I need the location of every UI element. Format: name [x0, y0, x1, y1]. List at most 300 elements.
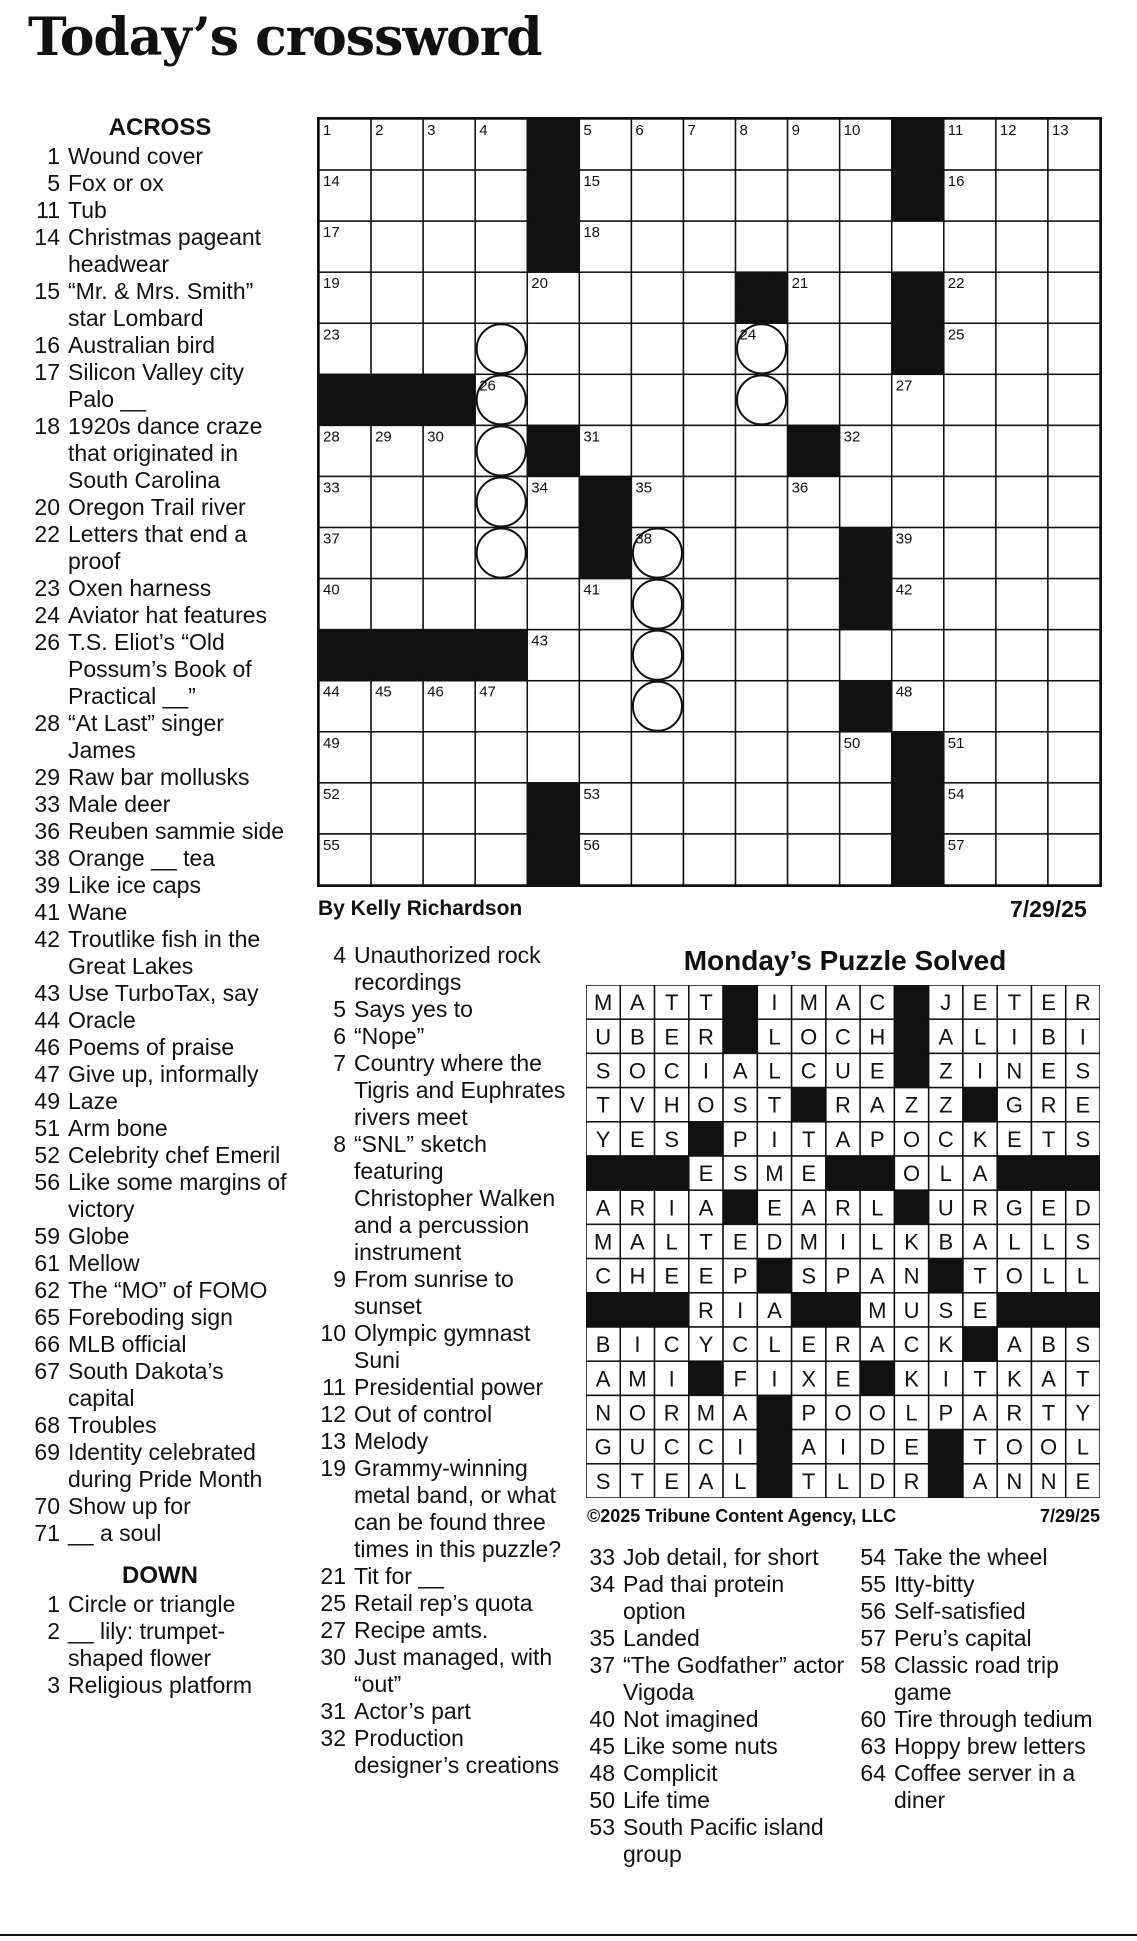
down-clue-list-1 [30, 1591, 290, 1699]
solved-letter: N [903, 1263, 920, 1289]
solved-letter: L [973, 1024, 987, 1050]
grid-cell [683, 425, 735, 476]
clue-item [30, 359, 290, 413]
grid-cell [788, 834, 840, 885]
cell-number: 16 [947, 173, 965, 191]
solved-black-square [757, 1430, 791, 1464]
grid-cell [371, 528, 423, 579]
solved-letter: M [799, 990, 818, 1016]
grid-cell [631, 425, 683, 476]
solved-letter: O [628, 1400, 646, 1426]
cell-number: 33 [323, 479, 340, 497]
clue-item [30, 224, 290, 278]
clue-number: 40 [589, 1706, 615, 1732]
black-square [527, 834, 579, 885]
clue-number: 68 [34, 1412, 60, 1438]
grid-cell [788, 783, 840, 834]
black-square [579, 476, 631, 527]
cell-number: 52 [323, 785, 340, 803]
solved-letter: O [697, 1092, 715, 1118]
cell-number: 47 [479, 683, 496, 701]
solved-letter: A [732, 1058, 748, 1084]
cell-number: 3 [427, 122, 436, 139]
solved-letter: E [664, 1263, 680, 1289]
solved-letter: H [629, 1263, 646, 1289]
solved-letter: I [634, 1332, 641, 1358]
solved-black-square [826, 1293, 860, 1327]
grid-cell [423, 528, 475, 579]
solved-letter: L [871, 1229, 884, 1255]
clue-text: Give up, informally [68, 1061, 259, 1087]
cell-number: 45 [375, 683, 392, 701]
grid-cell [996, 170, 1048, 221]
solved-letter: C [800, 1058, 817, 1084]
solved-letter: P [938, 1400, 954, 1426]
clue-item [316, 1131, 566, 1266]
solved-letter: E [801, 1161, 817, 1187]
solved-black-square [586, 1293, 620, 1327]
clue-item [316, 1455, 566, 1563]
clue-text: Globe [68, 1223, 130, 1249]
clue-number: 34 [589, 1571, 615, 1597]
clue-number: 47 [34, 1061, 60, 1087]
solved-letter: S [732, 1092, 748, 1118]
solved-letter: E [1041, 1195, 1056, 1221]
solved-letter: S [1075, 1058, 1091, 1084]
clue-item [316, 1266, 566, 1320]
solved-letter: P [732, 1126, 748, 1152]
clue-item [585, 1733, 850, 1760]
grid-cell [788, 732, 840, 783]
solved-letter: P [801, 1400, 817, 1426]
grid-cell [1048, 681, 1100, 732]
clue-item [30, 710, 290, 764]
clue-text: Unauthorized rock recordings [354, 942, 541, 995]
solved-black-square [860, 1361, 894, 1395]
solved-black-square [963, 1088, 997, 1122]
clue-item [30, 278, 290, 332]
solved-letter: O [1040, 1434, 1058, 1460]
grid-cell [996, 374, 1048, 425]
grid-cell [631, 323, 683, 374]
solved-grid [586, 985, 1100, 1498]
solved-letter: K [972, 1126, 988, 1152]
clue-item [316, 1374, 566, 1401]
solved-letter: U [629, 1434, 646, 1460]
clue-text: Melody [354, 1428, 429, 1454]
clue-number: 1 [47, 1591, 60, 1617]
cell-number: 30 [427, 428, 444, 446]
black-square [892, 834, 944, 885]
solved-letter: A [595, 1366, 611, 1392]
clue-text: Tire through tedium [894, 1706, 1093, 1732]
solved-letter: R [1006, 1400, 1023, 1426]
grid-cell [527, 732, 579, 783]
clue-number: 67 [34, 1358, 60, 1384]
clue-item [585, 1571, 850, 1625]
clue-number: 9 [333, 1266, 346, 1292]
solved-letter: U [903, 1297, 920, 1323]
solved-letter: R [663, 1400, 680, 1426]
solved-letter: E [869, 1058, 885, 1084]
solved-black-square [1031, 1156, 1065, 1190]
solved-black-square [586, 1156, 620, 1190]
grid-cell [788, 681, 840, 732]
clue-number: 49 [34, 1088, 60, 1114]
grid-cell [1048, 374, 1100, 425]
solved-letter: A [938, 1024, 954, 1050]
clue-text: Silicon Valley city Palo __ [68, 359, 244, 412]
clue-text: Hoppy brew letters [894, 1733, 1086, 1759]
clue-item [585, 1814, 850, 1868]
solved-letter: I [771, 1366, 778, 1392]
solved-letter: D [869, 1468, 886, 1494]
grid-cell [840, 221, 892, 272]
solved-letter: A [801, 1434, 817, 1460]
solved-letter: E [767, 1195, 782, 1221]
solved-letter: M [628, 1366, 647, 1392]
solved-black-square [723, 1190, 757, 1224]
grid-cell [944, 221, 996, 272]
grid-cell [423, 272, 475, 323]
solved-letter: M [799, 1229, 818, 1255]
solved-date: 7/29/25 [1040, 1506, 1101, 1526]
cell-number: 23 [323, 326, 340, 344]
clue-text: Complicit [623, 1760, 718, 1786]
black-square [892, 119, 944, 170]
cell-number: 34 [531, 479, 548, 497]
clue-item [30, 845, 290, 872]
solved-letter: A [869, 1332, 885, 1358]
clue-item [30, 1277, 290, 1304]
solved-letter: X [801, 1366, 817, 1392]
clue-text: Circle or triangle [68, 1591, 236, 1617]
clue-number: 37 [589, 1652, 615, 1678]
clue-number: 18 [34, 413, 60, 439]
solved-letter: O [834, 1400, 852, 1426]
grid-cell [944, 476, 996, 527]
solved-letter: L [905, 1400, 918, 1426]
clue-item [856, 1652, 1106, 1706]
clue-item [30, 1591, 290, 1618]
cell-number: 50 [843, 734, 861, 752]
solved-black-square [757, 1395, 791, 1429]
cell-number: 18 [583, 224, 601, 242]
grid-cell [736, 476, 788, 527]
solved-black-square [929, 1464, 963, 1498]
clue-text: Religious platform [68, 1672, 253, 1698]
grid-cell [1048, 272, 1100, 323]
cell-number: 21 [791, 275, 809, 293]
solved-letter: E [698, 1161, 714, 1187]
solved-black-square [620, 1156, 654, 1190]
solved-letter: L [1042, 1263, 1055, 1289]
clue-item [856, 1760, 1106, 1814]
solved-letter: K [1006, 1366, 1022, 1392]
grid-cell [371, 834, 423, 885]
clue-text: The “MO” of FOMO [68, 1277, 268, 1303]
grid-cell [527, 374, 579, 425]
clue-item [30, 818, 290, 845]
clue-number: 17 [34, 359, 60, 385]
solved-letter: A [1041, 1366, 1056, 1392]
down-clues-4 [856, 1544, 1106, 1814]
clue-number: 65 [34, 1304, 60, 1330]
clue-number: 21 [320, 1563, 346, 1589]
clue-text: Just managed, with “out” [354, 1644, 553, 1697]
clue-item [30, 1034, 290, 1061]
solved-letter: L [871, 1195, 884, 1221]
grid-cell [736, 681, 788, 732]
clue-item [316, 1428, 566, 1455]
clue-text: Actor’s part [354, 1698, 471, 1724]
grid-cell [840, 170, 892, 221]
clue-item [30, 629, 290, 710]
cell-number: 31 [583, 428, 601, 446]
cell-number: 44 [323, 683, 340, 701]
clue-number: 38 [34, 845, 60, 871]
black-square [840, 528, 892, 579]
solved-letter: V [630, 1092, 645, 1118]
solved-black-square [689, 1361, 723, 1395]
grid-cell [944, 528, 996, 579]
across-header: ACROSS [108, 114, 212, 141]
solved-letter: G [594, 1434, 612, 1460]
solved-letter: A [972, 1400, 988, 1426]
solved-letter: C [869, 990, 886, 1016]
solved-black-square [929, 1259, 963, 1293]
clue-text: Wound cover [68, 143, 204, 169]
solved-black-square [792, 1088, 826, 1122]
cell-number: 57 [947, 836, 965, 854]
grid-cell [371, 170, 423, 221]
clue-number: 26 [34, 629, 60, 655]
clue-item [30, 872, 290, 899]
clue-item [316, 942, 566, 996]
clue-item [316, 1401, 566, 1428]
clue-item [316, 996, 566, 1023]
solved-letter: T [1041, 1126, 1056, 1152]
clue-number: 1 [47, 143, 60, 169]
grid-cell [788, 221, 840, 272]
solved-letter: M [696, 1400, 716, 1426]
clue-number: 35 [589, 1625, 615, 1651]
cell-number: 20 [531, 275, 548, 293]
black-square [371, 374, 423, 425]
grid-cell [683, 579, 735, 630]
solved-letter: A [698, 1195, 714, 1221]
clue-number: 66 [34, 1331, 60, 1357]
solved-black-square [894, 1190, 928, 1224]
clue-number: 69 [34, 1439, 60, 1465]
clue-number: 45 [589, 1733, 615, 1759]
down-clues-2 [316, 942, 566, 1779]
clue-text: Troutlike fish in the Great Lakes [68, 926, 261, 979]
solved-letter: O [800, 1024, 818, 1050]
solved-letter: E [630, 1126, 645, 1152]
cell-number: 29 [375, 428, 392, 446]
clue-text: Male deer [68, 791, 171, 817]
grid-cell [944, 630, 996, 681]
cell-number: 7 [687, 122, 696, 139]
grid-cell [996, 630, 1048, 681]
solved-letter: T [699, 990, 713, 1016]
black-square [423, 374, 475, 425]
clue-text: __ a soul [68, 1520, 162, 1546]
solved-letter: U [595, 1024, 612, 1050]
clue-text: Show up for [68, 1493, 191, 1519]
grid-cell [579, 732, 631, 783]
clue-text: 1920s dance craze that originated in South Carolina [68, 413, 263, 493]
cell-number: 38 [635, 530, 653, 548]
solved-letter: A [698, 1468, 714, 1494]
grid-cell [892, 221, 944, 272]
solved-letter: A [630, 1229, 645, 1255]
solved-letter: I [668, 1366, 675, 1392]
clue-number: 56 [860, 1598, 886, 1624]
grid-cell [840, 374, 892, 425]
clue-text: Says yes to [354, 996, 473, 1022]
solved-letter: J [940, 990, 952, 1016]
grid-cell [1048, 221, 1100, 272]
solved-black-square [826, 1156, 860, 1190]
grid-cell [996, 221, 1048, 272]
clue-text: Self-satisfied [894, 1598, 1026, 1624]
cell-number: 8 [739, 122, 748, 139]
clue-item [316, 1023, 566, 1050]
clue-item [30, 1007, 290, 1034]
clue-item [585, 1544, 850, 1571]
solved-letter: H [869, 1024, 886, 1050]
grid-cell [683, 528, 735, 579]
solved-letter: A [972, 1229, 988, 1255]
solved-letter: A [767, 1297, 782, 1323]
solved-letter: B [595, 1332, 611, 1358]
clue-text: Tub [68, 197, 107, 223]
clue-text: South Pacific island group [623, 1814, 824, 1867]
grid-cell [475, 170, 527, 221]
grid-cell [996, 528, 1048, 579]
solved-letter: S [732, 1161, 748, 1187]
clue-number: 19 [320, 1455, 346, 1481]
grid-cell [788, 630, 840, 681]
clue-text: Christmas pageant headwear [68, 224, 262, 277]
grid-cell [423, 323, 475, 374]
clue-text: Orange __ tea [68, 845, 216, 871]
cell-number: 36 [791, 479, 809, 497]
clue-number: 41 [34, 899, 60, 925]
solved-letter: R [1074, 990, 1091, 1016]
grid-cell [631, 272, 683, 323]
solved-black-square [894, 1053, 928, 1087]
grid-cell [892, 476, 944, 527]
clue-item [585, 1787, 850, 1814]
grid-cell [1048, 579, 1100, 630]
clue-number: 42 [34, 926, 60, 952]
grid-cell [840, 323, 892, 374]
solved-letter: R [629, 1195, 646, 1221]
grid-cell [371, 579, 423, 630]
solved-letter: M [593, 1229, 613, 1255]
clue-item [30, 1618, 290, 1672]
solved-letter: L [665, 1229, 678, 1255]
clue-item [316, 1320, 566, 1374]
solved-letter: K [938, 1332, 954, 1358]
grid-cell [1048, 732, 1100, 783]
solved-letter: A [595, 1195, 611, 1221]
solved-letter: T [1007, 990, 1022, 1016]
clue-text: “At Last” singer James [68, 710, 224, 763]
solved-letter: Y [1075, 1400, 1091, 1426]
cell-number: 14 [323, 173, 340, 191]
cell-number: 48 [895, 683, 913, 701]
solved-letter: R [835, 1332, 851, 1358]
solved-letter: E [835, 1366, 851, 1392]
grid-cell [1048, 783, 1100, 834]
solved-letter: N [595, 1400, 612, 1426]
grid-cell [788, 323, 840, 374]
solved-letter: Z [939, 1058, 953, 1084]
cell-number: 10 [843, 122, 861, 139]
grid-cell [631, 732, 683, 783]
solved-letter: T [802, 1126, 816, 1152]
solved-letter: N [1006, 1058, 1023, 1084]
solved-letter: E [1006, 1126, 1022, 1152]
solved-letter: K [904, 1229, 919, 1255]
clue-item [585, 1760, 850, 1787]
clue-item [30, 1088, 290, 1115]
clue-text: Oxen harness [68, 575, 212, 601]
solved-letter: C [697, 1434, 714, 1460]
clue-item [316, 1617, 566, 1644]
clue-text: South Dakota’s capital [68, 1358, 224, 1411]
solved-letter: D [1074, 1195, 1091, 1221]
cell-number: 32 [843, 428, 861, 446]
solved-black-square [997, 1156, 1031, 1190]
clue-number: 25 [320, 1590, 346, 1616]
clue-item [30, 413, 290, 494]
solved-letter: D [869, 1434, 886, 1460]
grid-cell [631, 783, 683, 834]
solved-black-square [1066, 1293, 1100, 1327]
black-square [527, 783, 579, 834]
clue-number: 33 [589, 1544, 615, 1570]
solved-letter: N [1006, 1468, 1023, 1494]
grid-cell [579, 630, 631, 681]
cell-number: 56 [583, 836, 601, 854]
solved-letter: I [1011, 1024, 1018, 1050]
solved-black-square [723, 1019, 757, 1053]
clue-item [30, 1520, 290, 1547]
clue-text: Fox or ox [68, 170, 164, 196]
clue-item [30, 197, 290, 224]
clue-item [30, 980, 290, 1007]
solved-letter: O [868, 1400, 886, 1426]
solved-letter: S [595, 1468, 611, 1494]
grid-cell [944, 374, 996, 425]
grid-cell [475, 221, 527, 272]
clue-text: Letters that end a proof [68, 521, 248, 574]
grid-cell [683, 476, 735, 527]
clue-number: 13 [320, 1428, 346, 1454]
solved-letter: E [801, 1332, 817, 1358]
solved-letter: C [595, 1263, 612, 1289]
cell-number: 26 [479, 377, 496, 395]
cell-number: 9 [791, 122, 800, 139]
down-clue-list-2 [316, 942, 566, 1779]
grid-cell [996, 783, 1048, 834]
grid-cell [579, 681, 631, 732]
